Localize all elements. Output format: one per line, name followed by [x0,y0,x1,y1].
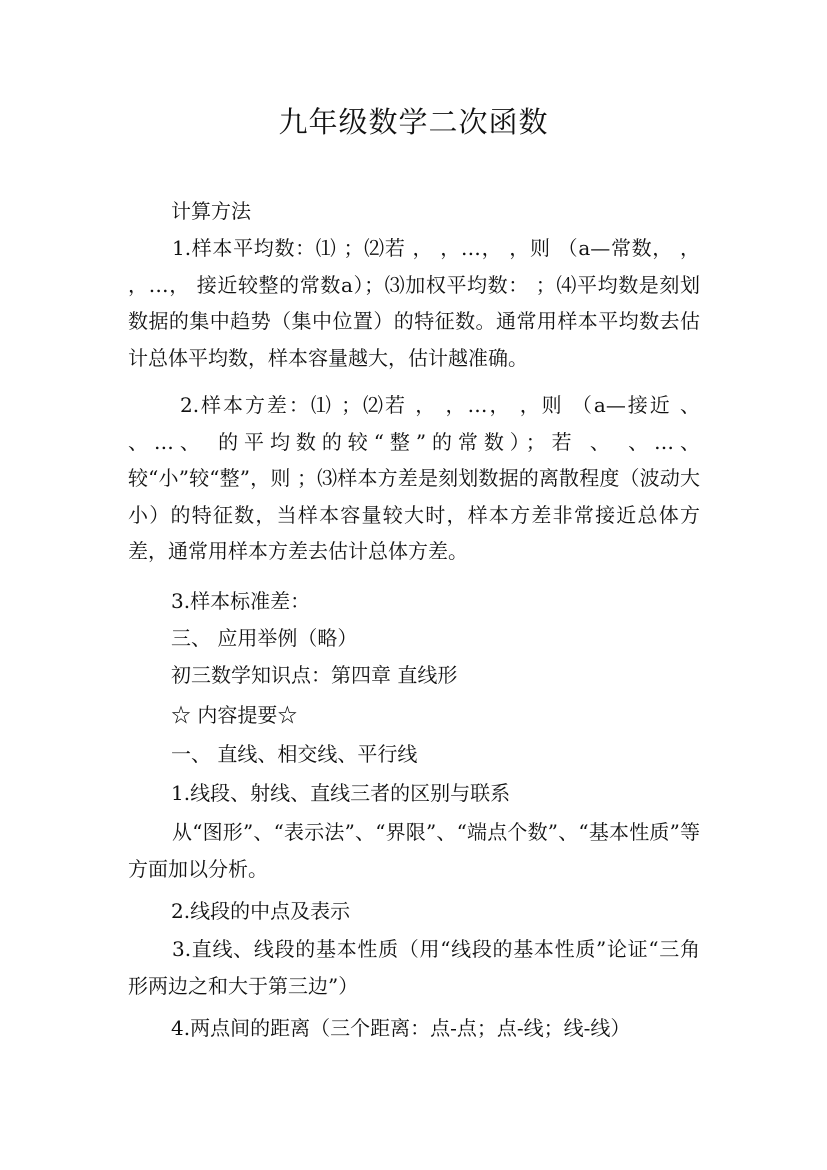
paragraph-sample-mean: 1.样本平均数：⑴ ；⑵若 ， ，…， ，则 （a—常数， ， ，…， 接近较整的常数a）；⑶加权平均数： ；⑷平均数是刻划数据的集中趋势（集中位置）的特征数。通常用样本平均数去估计总体平均数，样本容量越大，估计越准确。 [128,236,700,370]
chapter-heading: 初三数学知识点：第四章 直线形 [171,663,458,687]
page-title: 九年级数学二次函数 [278,105,549,139]
summary-heading: ☆ 内容提要☆ [171,703,298,727]
item-midpoint: 2.线段的中点及表示 [171,899,351,923]
item-sample-std: 3.样本标准差： [171,589,311,613]
section-application: 三、 应用举例（略） [171,626,358,650]
paragraph-basic-properties: 3.直线、线段的基本性质（用“线段的基本性质”论证“三角形两边之和大于第三边”） [128,937,700,998]
item-line-segments: 1.线段、射线、直线三者的区别与联系 [171,781,511,805]
section-lines: 一、 直线、相交线、平行线 [171,742,418,766]
item-distance: 4.两点间的距离（三个距离：点-点；点-线；线-线） [171,1016,631,1040]
paragraph-compare: 从“图形”、“表示法”、“界限”、“端点个数”、“基本性质”等方面加以分析。 [128,820,700,881]
paragraph-sample-variance: 2.样本方差：⑴ ；⑵若 ， ，…， ，则 （a—接近 、 、…、 的平均数的较“整”的常数）；若 、 、…、 较“小”较“整”，则 ；⑶样本方差是刻划数据的离散程度（波动大小）的特征数，当样本容量较大时，样本方差非常接近总体方差，通常用样本方差去估计总体方差。 [128,393,700,563]
heading-calc-method: 计算方法 [171,199,251,223]
